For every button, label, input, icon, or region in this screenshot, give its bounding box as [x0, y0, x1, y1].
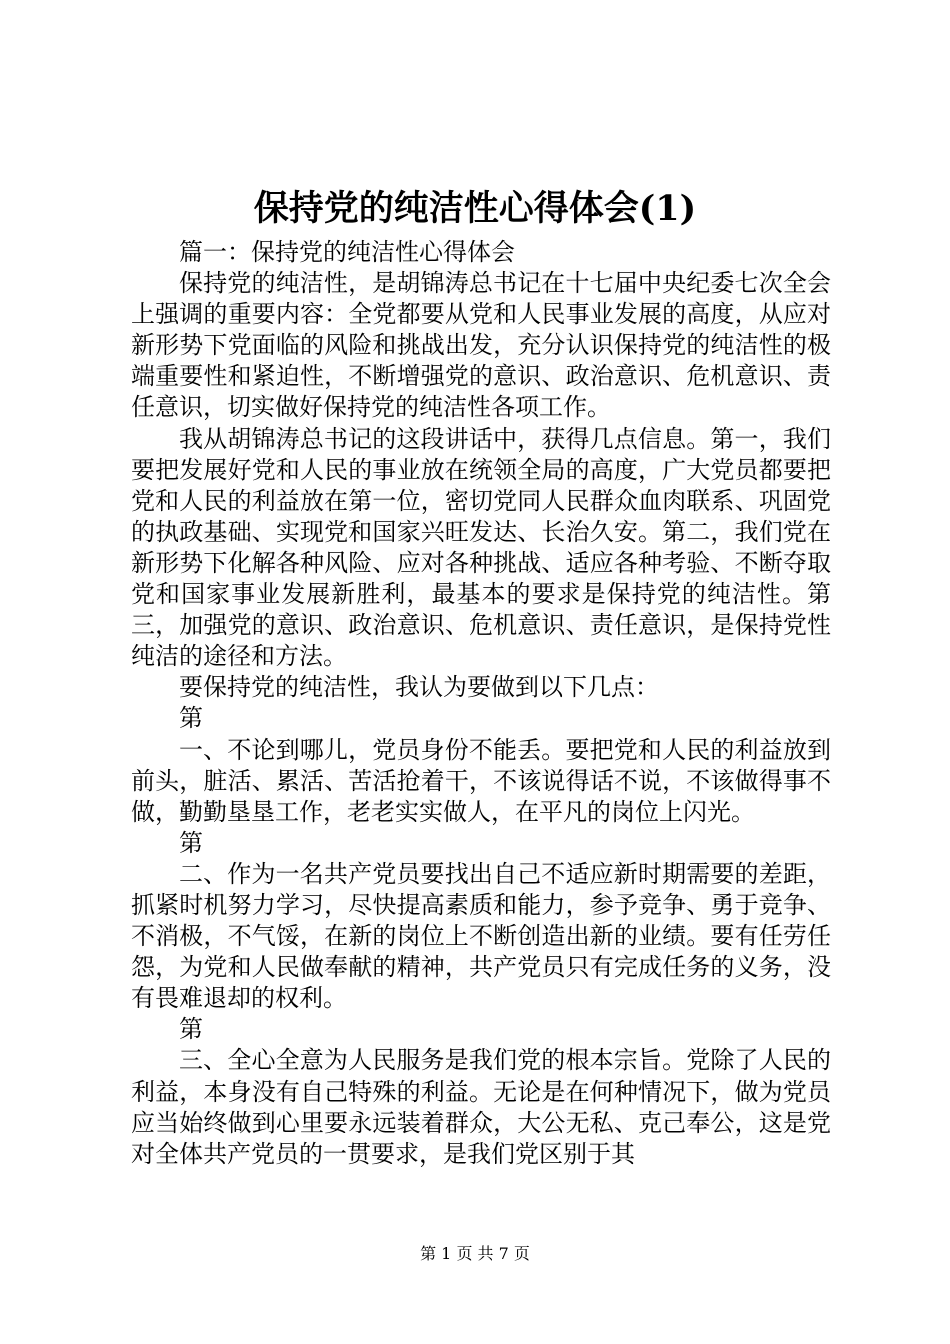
paragraph-section-heading: 篇一：保持党的纯洁性心得体会	[179, 238, 515, 266]
paragraph: 三、全心全意为人民服务是我们党的根本宗旨。党除了人民的利益，本身没有自己特殊的利益。无论是在何种情况下，做为党员应当始终做到心里要永远装着群众，大公无私、克己奉公，这是党对全体共产党员的一贯要求，是我们党区别于其	[131, 1046, 831, 1168]
document-title: 保持党的纯洁性心得体会(1)	[253, 188, 697, 229]
paragraph: 我从胡锦涛总书记的这段讲话中，获得几点信息。第一，我们要把发展好党和人民的事业放在统领全局的高度，广大党员都要把党和人民的利益放在第一位，密切党同人民群众血肉联系、巩固党的执政基础、实现党和国家兴旺发达、长治久安。第二，我们党在新形势下化解各种风险、应对各种挑战、适应各种考验、不断夺取党和国家事业发展新胜利，最基本的要求是保持党的纯洁性。第三，加强党的意识、政治意识、危机意识、责任意识，是保持党性纯洁的途径和方法。	[131, 424, 831, 671]
paragraph-ordinal: 第	[179, 704, 203, 733]
paragraph: 二、作为一名共产党员要找出自己不适应新时期需要的差距，抓紧时机努力学习，尽快提高素质和能力，参予竞争、勇于竞争、不消极，不气馁，在新的岗位上不断创造出新的业绩。要有任劳任怨，为党和人民做奉献的精神，共产党员只有完成任务的义务，没有畏难退却的权利。	[131, 859, 831, 1013]
paragraph-ordinal: 第	[179, 828, 203, 857]
document-body	[131, 237, 831, 1170]
page-footer: 第 1 页 共 7 页	[420, 1244, 530, 1263]
paragraph: 一、不论到哪儿，党员身份不能丢。要把党和人民的利益放到前头，脏活、累活、苦活抢着干，不该说得话不说，不该做得事不做，勤勤垦垦工作，老老实实做人，在平凡的岗位上闪光。	[131, 735, 831, 826]
paragraph: 要保持党的纯洁性，我认为要做到以下几点：	[179, 673, 659, 702]
paragraph: 保持党的纯洁性，是胡锦涛总书记在十七届中央纪委七次全会上强调的重要内容：全党都要从党和人民事业发展的高度，从应对新形势下党面临的风险和挑战出发，充分认识保持党的纯洁性的极端重要性和紧迫性，不断增强党的意识、政治意识、危机意识、责任意识，切实做好保持党的纯洁性各项工作。	[131, 269, 831, 422]
paragraph-ordinal: 第	[179, 1015, 203, 1044]
